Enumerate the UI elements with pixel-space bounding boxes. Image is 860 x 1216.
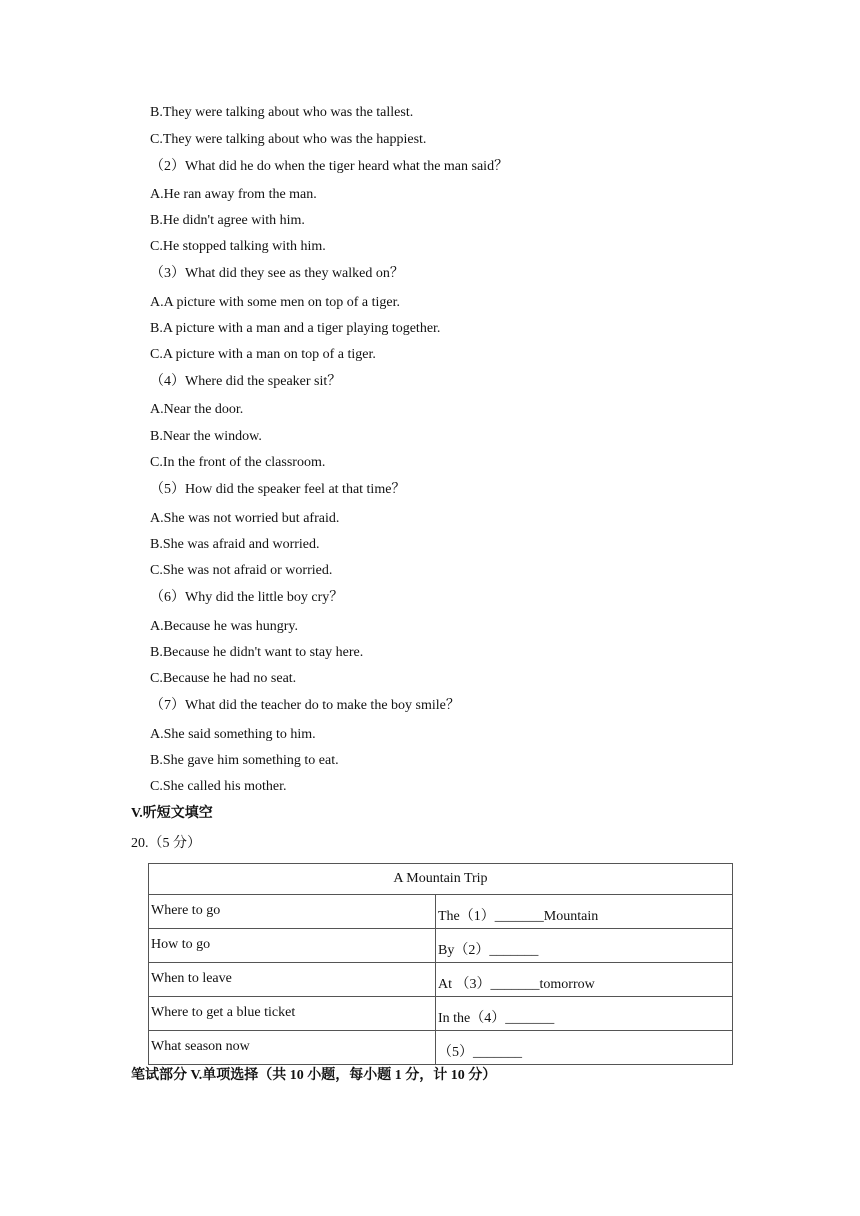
table-row (149, 929, 733, 963)
table-row (149, 997, 733, 1031)
question-number: 20.（5 分） (131, 836, 201, 851)
option-line: C.In the front of the classroom. (150, 455, 326, 470)
option-line: B.She was afraid and worried. (150, 537, 320, 552)
question-line: （7）What did the teacher do to make the boy smile？ (150, 698, 460, 713)
option-line: A.A picture with some men on top of a tiger. (150, 295, 401, 310)
question-line: （5）How did the speaker feel at that time？ (150, 482, 406, 497)
option-line: C.He stopped talking with him. (150, 239, 326, 254)
option-line: A.She said something to him. (150, 727, 316, 742)
question-line: （2）What did he do when the tiger heard what the man said？ (150, 159, 509, 174)
table-cell-label: When to leave (149, 963, 436, 997)
table-cell-answer: The（1）_______Mountain (436, 895, 733, 929)
table-row (149, 1031, 733, 1065)
table-cell-label: How to go (149, 929, 436, 963)
question-line: （3）What did they see as they walked on？ (150, 266, 404, 281)
table-cell-label: Where to get a blue ticket (149, 997, 436, 1031)
option-line: C.She called his mother. (150, 779, 287, 794)
option-line: A.She was not worried but afraid. (150, 511, 340, 526)
table-cell-answer: At （3）_______tomorrow (436, 963, 733, 997)
trip-table (148, 863, 733, 1065)
option-line: C.A picture with a man on top of a tiger. (150, 347, 376, 362)
option-line: B.Because he didn't want to stay here. (150, 645, 364, 660)
option-line: C.They were talking about who was the happiest. (150, 132, 427, 147)
option-line: B.He didn't agree with him. (150, 213, 305, 228)
option-line: A.Because he was hungry. (150, 619, 298, 634)
table-cell-label: Where to go (149, 895, 436, 929)
option-line: B.A picture with a man and a tiger playing together. (150, 321, 441, 336)
table-cell-label: What season now (149, 1031, 436, 1065)
question-line: （4）Where did the speaker sit？ (150, 374, 342, 389)
question-line: （6）Why did the little boy cry？ (150, 590, 344, 605)
option-line: B.She gave him something to eat. (150, 753, 339, 768)
table-cell-answer: In the（4）_______ (436, 997, 733, 1031)
option-line: B.Near the window. (150, 429, 262, 444)
option-line: C.She was not afraid or worried. (150, 563, 333, 578)
table-title: A Mountain Trip (149, 864, 733, 895)
table-row (149, 895, 733, 929)
option-line: A.Near the door. (150, 402, 244, 417)
table-row (149, 963, 733, 997)
option-line: A.He ran away from the man. (150, 187, 317, 202)
option-line: B.They were talking about who was the tallest. (150, 105, 414, 120)
section-heading: V.听短文填空 (131, 806, 213, 821)
table-cell-answer: By（2）_______ (436, 929, 733, 963)
option-line: C.Because he had no seat. (150, 671, 297, 686)
table-cell-answer: （5）_______ (436, 1031, 733, 1065)
section-heading-written: 笔试部分 V.单项选择（共 10 小题，每小题 1 分，计 10 分） (131, 1068, 497, 1083)
